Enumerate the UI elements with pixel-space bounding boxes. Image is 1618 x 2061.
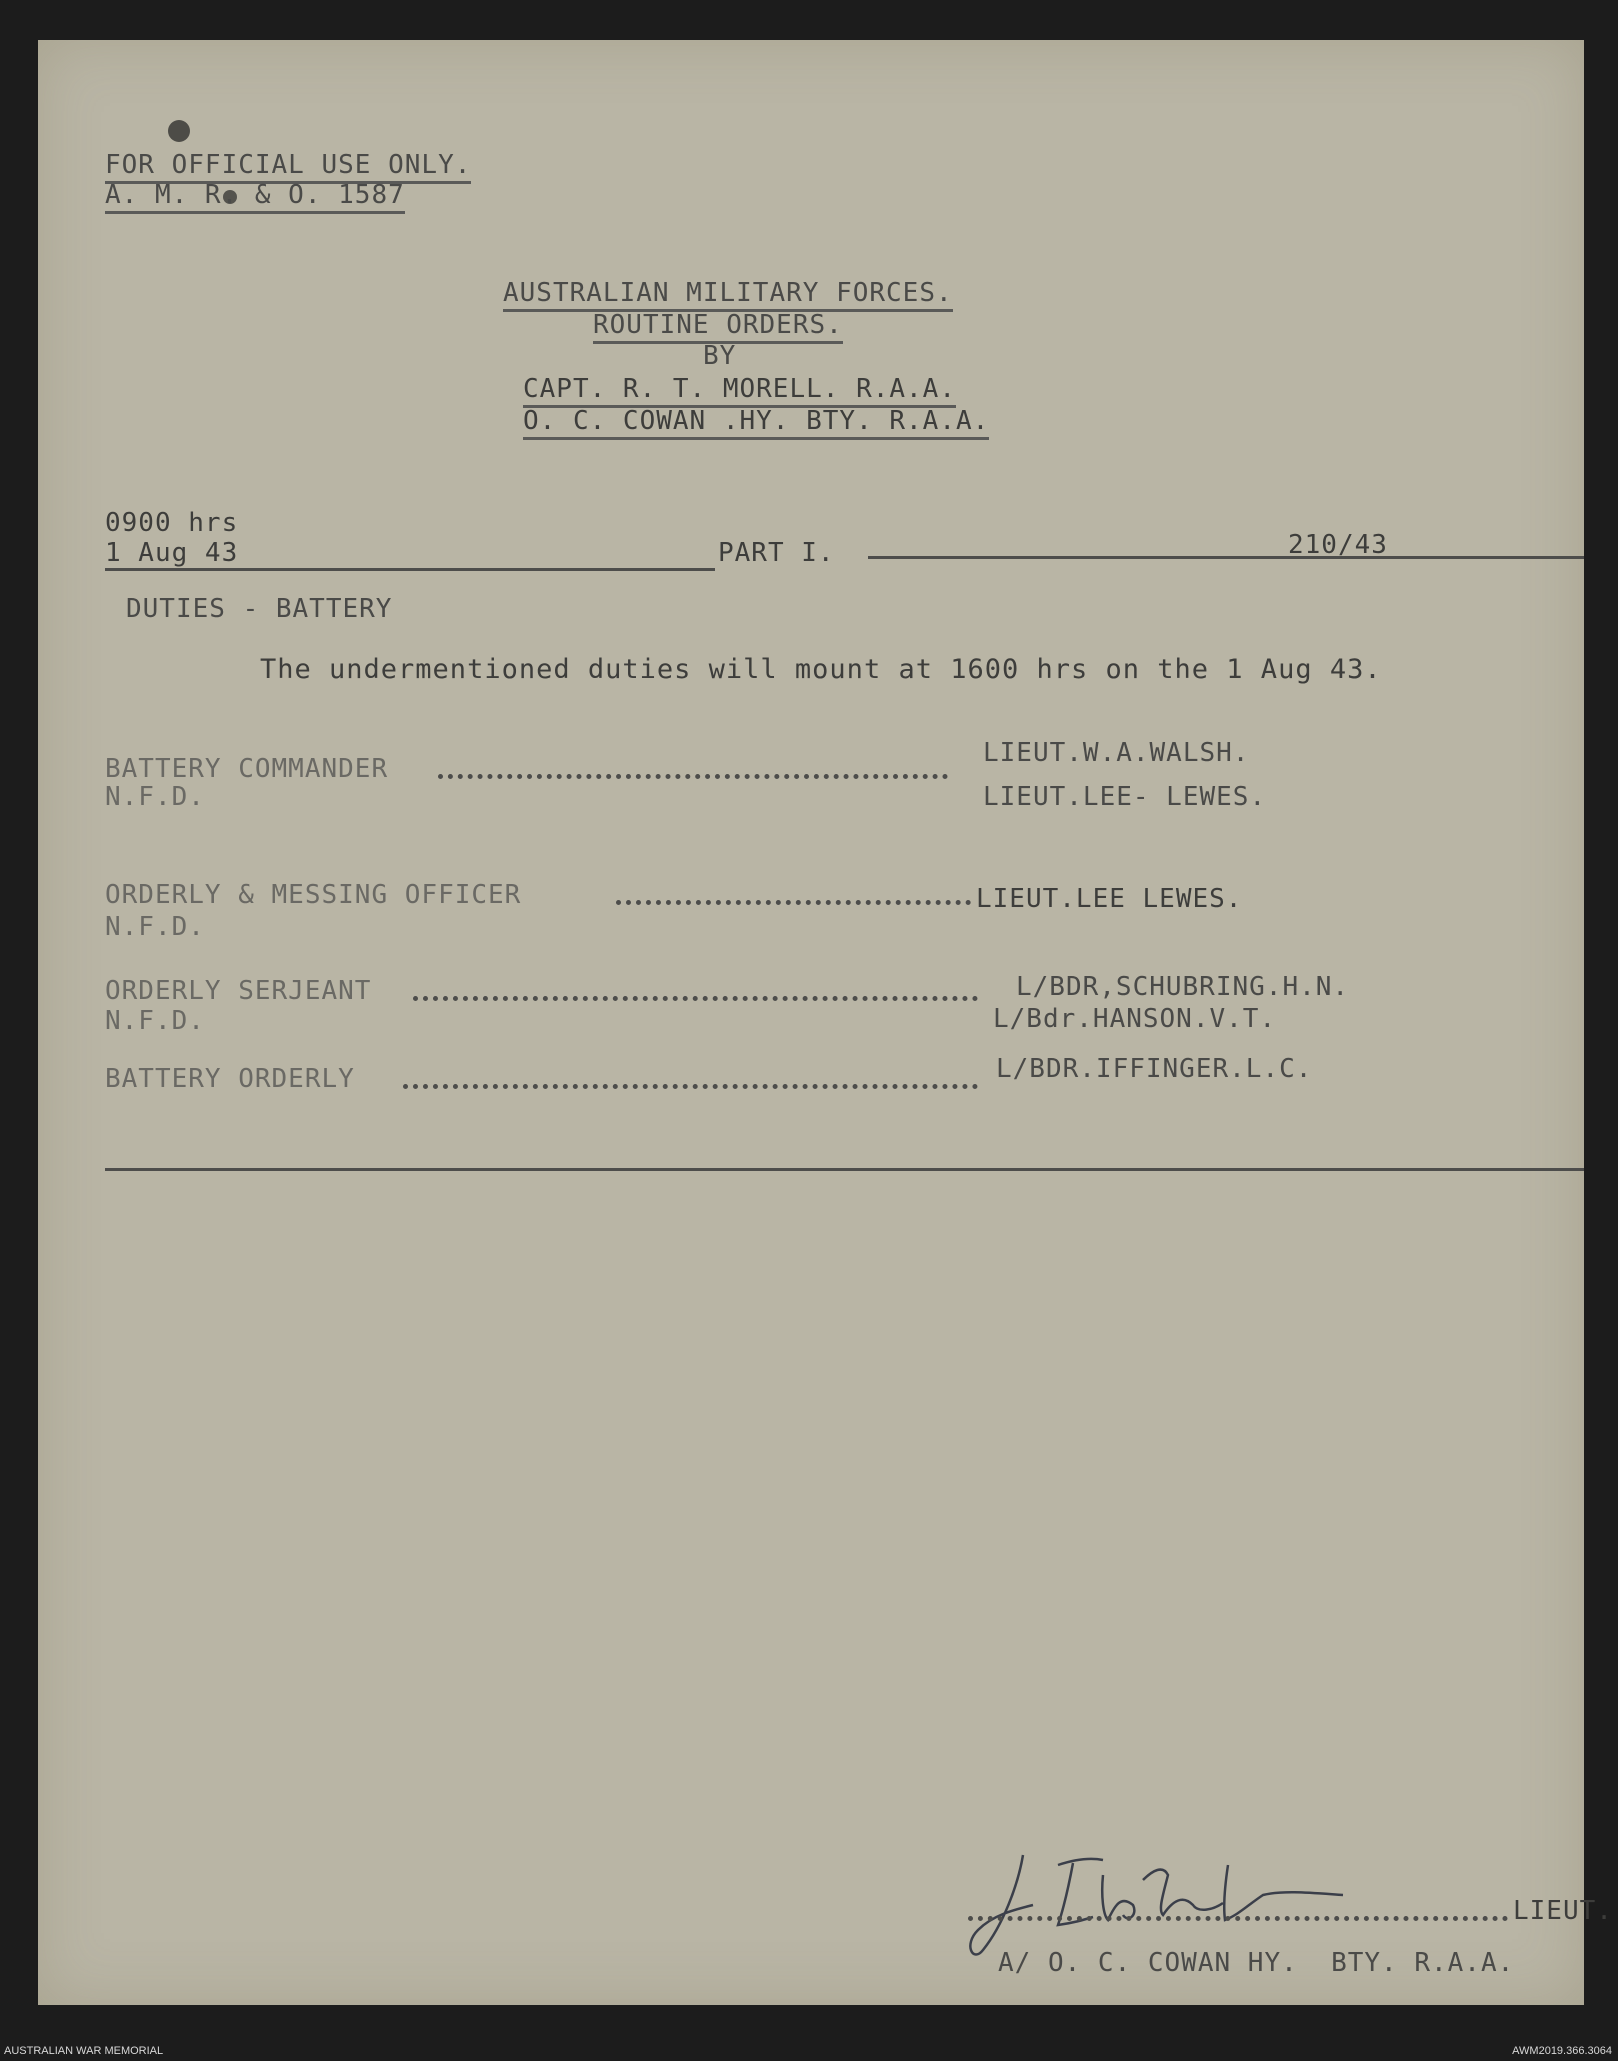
signature-line (968, 1916, 1508, 1921)
duty-role: ORDERLY SERJEANT (105, 976, 372, 1006)
duty-name: L/Bdr.HANSON.V.T. (993, 1004, 1277, 1034)
duty-role: ORDERLY & MESSING OFFICER (105, 880, 522, 910)
restriction-label: FOR OFFICIAL USE ONLY. (105, 152, 471, 184)
archive-credit: AUSTRALIAN WAR MEMORIAL (4, 2045, 164, 2057)
section-intro: The undermentioned duties will mount at 1600 hrs on the 1 Aug 43. (260, 654, 1382, 685)
leader-dots (403, 1084, 978, 1089)
duty-role: N.F.D. (105, 912, 205, 942)
duty-name: L/BDR,SCHUBRING.H.N. (1016, 972, 1350, 1002)
signature-block: A/ O. C. COWAN HY. BTY. R.A.A. (998, 1948, 1515, 1978)
reference-number: A. M. R. & O. 1587 (105, 182, 405, 214)
punch-hole (168, 120, 190, 142)
section-heading: DUTIES - BATTERY (126, 594, 393, 624)
signatory-rank: LIEUT. (1513, 1896, 1613, 1926)
title-unit: O. C. COWAN .HY. BTY. R.A.A. (523, 408, 989, 440)
duty-role: BATTERY ORDERLY (105, 1064, 355, 1094)
archive-id: AWM2019.366.3064 (1512, 2045, 1612, 2057)
part-label: PART I. (718, 538, 835, 568)
section-end-rule (105, 1168, 1584, 1171)
duty-name: LIEUT.LEE- LEWES. (983, 782, 1267, 812)
title-routine-orders: ROUTINE ORDERS. (593, 312, 843, 344)
handwritten-signature (963, 1835, 1383, 1965)
duty-role: N.F.D. (105, 1006, 205, 1036)
duty-role: BATTERY COMMANDER (105, 754, 389, 784)
leader-dots (616, 900, 971, 905)
duty-name: L/BDR.IFFINGER.L.C. (996, 1054, 1313, 1084)
meta-rule-right (868, 556, 1584, 559)
order-number: 210/43 (1288, 530, 1388, 560)
order-time: 0900 hrs (105, 508, 239, 538)
order-date: 1 Aug 43 (105, 538, 239, 568)
title-by: BY (703, 341, 737, 371)
leader-dots (413, 996, 978, 1001)
leader-dots (438, 774, 948, 779)
document-page (38, 40, 1613, 2005)
meta-rule-left (105, 568, 715, 571)
duty-name: LIEUT.W.A.WALSH. (983, 738, 1250, 768)
title-forces: AUSTRALIAN MILITARY FORCES. (503, 280, 953, 312)
duty-name: LIEUT.LEE LEWES. (976, 884, 1243, 914)
title-officer: CAPT. R. T. MORELL. R.A.A. (523, 376, 956, 408)
duty-role: N.F.D. (105, 782, 205, 812)
